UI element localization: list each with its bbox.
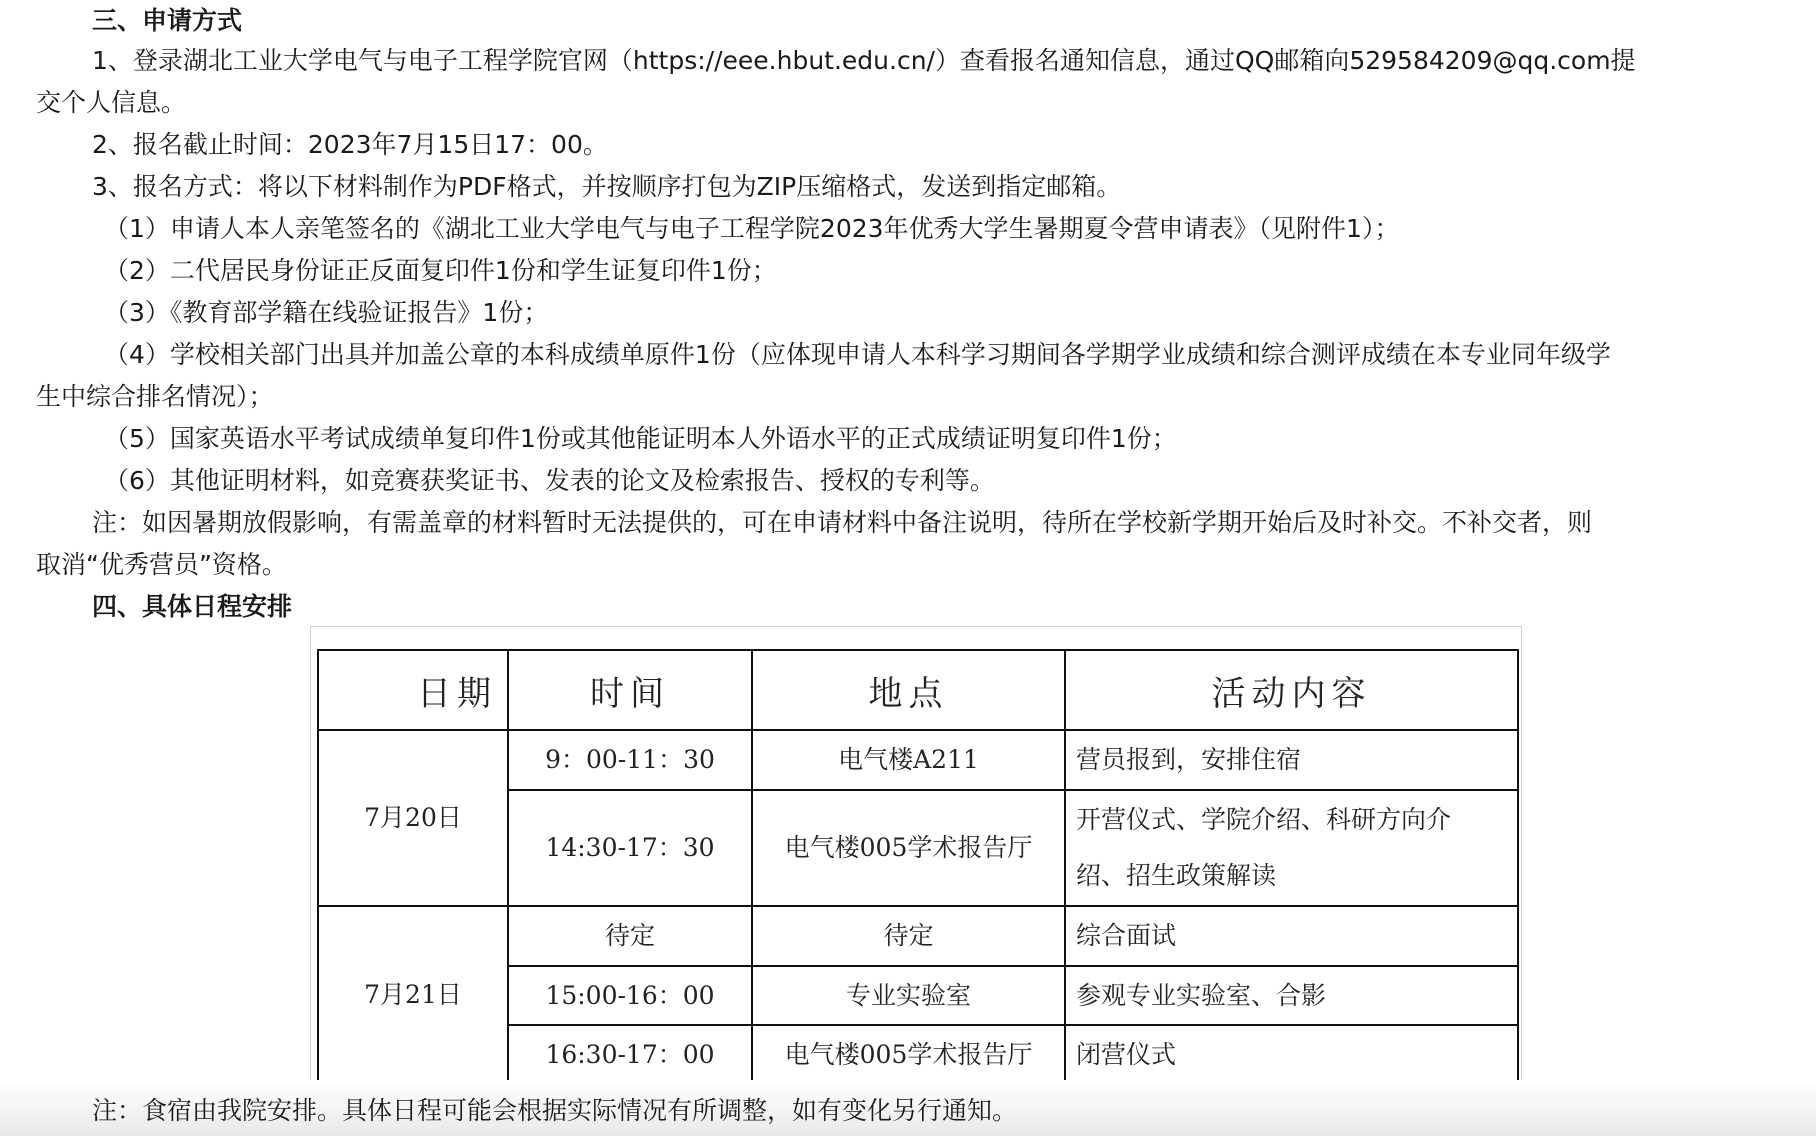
table-header-row bbox=[318, 650, 1518, 730]
activity-cell: 营员报到，安排住宿 bbox=[1065, 730, 1518, 790]
section-3-heading: 三、申请方式 bbox=[92, 6, 243, 35]
activity-line-1: 开营仪式、学院介绍、科研方向介 bbox=[1076, 805, 1452, 834]
material-4-line-1: （4）学校相关部门出具并加盖公章的本科成绩单原件1份（应体现申请人本科学习期间各学期学业成绩和综合测评成绩在本专业同年级学 bbox=[104, 340, 1611, 369]
schedule-image-frame bbox=[310, 626, 1522, 1088]
time-cell: 14:30-17：30 bbox=[508, 790, 752, 906]
material-2: （2）二代居民身份证正反面复印件1份和学生证复印件1份； bbox=[104, 256, 777, 285]
table-row bbox=[318, 730, 1518, 790]
note-line-1: 注：如因暑期放假影响，有需盖章的材料暂时无法提供的，可在申请材料中备注说明，待所在学校新学期开始后及时补交。不补交者，则 bbox=[92, 508, 1593, 537]
place-cell: 电气楼005学术报告厅 bbox=[752, 1025, 1065, 1084]
header-activity: 活动内容 bbox=[1065, 650, 1518, 730]
place-cell: 待定 bbox=[752, 906, 1065, 966]
time-cell: 15:00-16：00 bbox=[508, 966, 752, 1025]
activity-cell: 闭营仪式 bbox=[1065, 1025, 1518, 1084]
date-cell-day2: 7月21日 bbox=[318, 906, 508, 1084]
activity-line-2: 绍、招生政策解读 bbox=[1076, 861, 1277, 890]
item-3: 3、报名方式：将以下材料制作为PDF格式，并按顺序打包为ZIP压缩格式，发送到指定邮箱。 bbox=[92, 172, 1122, 201]
schedule-table bbox=[317, 649, 1519, 1085]
item-1-line-1: 1、登录湖北工业大学电气与电子工程学院官网（https://eee.hbut.edu.cn/）查看报名通知信息，通过QQ邮箱向529584209@qq.com提 bbox=[92, 46, 1636, 75]
activity-cell-multiline bbox=[1065, 790, 1518, 906]
time-cell: 16:30-17：00 bbox=[508, 1025, 752, 1084]
table-row bbox=[318, 906, 1518, 966]
header-place: 地点 bbox=[752, 650, 1065, 730]
item-1-line-2: 交个人信息。 bbox=[36, 88, 187, 117]
material-5: （5）国家英语水平考试成绩单复印件1份或其他能证明本人外语水平的正式成绩证明复印件1份； bbox=[104, 424, 1177, 453]
material-3: （3）《教育部学籍在线验证报告》1份； bbox=[104, 298, 549, 327]
activity-cell: 综合面试 bbox=[1065, 906, 1518, 966]
header-date: 日期 bbox=[318, 650, 508, 730]
date-cell-day1: 7月20日 bbox=[318, 730, 508, 906]
place-cell: 专业实验室 bbox=[752, 966, 1065, 1025]
material-4-line-2: 生中综合排名情况）； bbox=[36, 382, 274, 411]
footer-note: 注：食宿由我院安排。具体日程可能会根据实际情况有所调整，如有变化另行通知。 bbox=[92, 1096, 1018, 1125]
time-cell: 9：00-11：30 bbox=[508, 730, 752, 790]
note-line-2: 取消“优秀营员”资格。 bbox=[36, 550, 287, 579]
place-cell: 电气楼A211 bbox=[752, 730, 1065, 790]
activity-cell: 参观专业实验室、合影 bbox=[1065, 966, 1518, 1025]
section-4-heading: 四、具体日程安排 bbox=[92, 592, 293, 621]
time-cell: 待定 bbox=[508, 906, 752, 966]
material-6: （6）其他证明材料，如竞赛获奖证书、发表的论文及检索报告、授权的专利等。 bbox=[104, 466, 995, 495]
material-1: （1）申请人本人亲笔签名的《湖北工业大学电气与电子工程学院2023年优秀大学生暑期夏令营申请表》（见附件1）； bbox=[104, 214, 1400, 243]
place-cell: 电气楼005学术报告厅 bbox=[752, 790, 1065, 906]
item-2: 2、报名截止时间：2023年7月15日17：00。 bbox=[92, 130, 608, 159]
header-time: 时间 bbox=[508, 650, 752, 730]
